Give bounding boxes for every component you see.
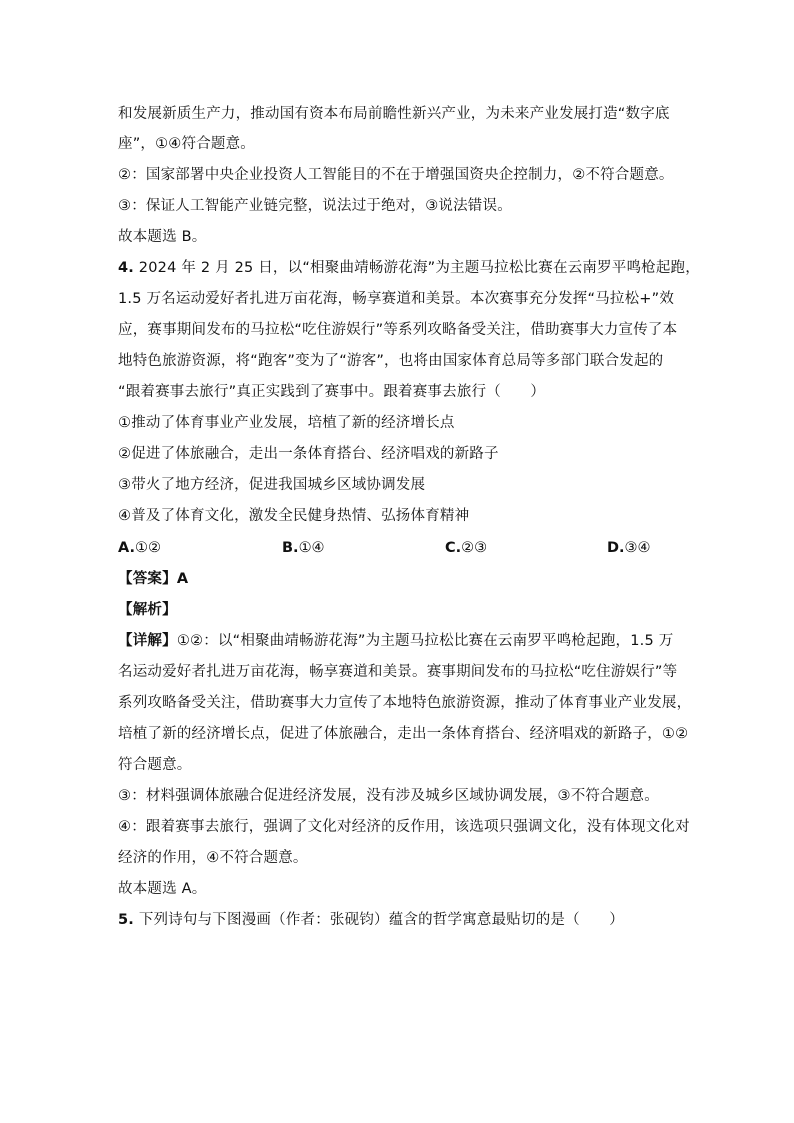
option-a-letter: A. bbox=[118, 540, 135, 556]
answer-line bbox=[118, 569, 678, 589]
question5-stem-text: 下列诗句与下图漫画（作者：张砚钧）蕴含的哲学寓意最贴切的是（ ） bbox=[138, 912, 624, 928]
question4-stem-line-4: 地特色旅游资源，将“跑客”变为了“游客”，也将由国家体育总局等多部门联合发起的 bbox=[118, 353, 664, 369]
prev-question-line-5: 故本题选 B。 bbox=[118, 229, 207, 245]
detail-text-1: ①②：以“相聚曲靖畅游花海”为主题马拉松比赛在云南罗平鸣枪起跑，1.5 万 bbox=[176, 633, 674, 649]
question4-stem-text-1: 2024 年 2 月 25 日，以“相聚曲靖畅游花海”为主题马拉松比赛在云南罗平鸣枪起跑， bbox=[134, 260, 700, 276]
option-a-text: ①② bbox=[135, 540, 161, 556]
detail-line-5: 符合题意。 bbox=[118, 757, 192, 773]
option-b-text: ①④ bbox=[298, 540, 325, 556]
question4-stem-line-3: 应，赛事期间发布的马拉松“吃住游娱行”等系列攻略备受关注，借助赛事大力宣传了本 bbox=[118, 322, 678, 338]
question5-number: 5. bbox=[118, 912, 134, 928]
statement-1: ①推动了体育事业产业发展，培植了新的经济增长点 bbox=[118, 415, 455, 431]
answer-tag: 【答案】 bbox=[118, 571, 177, 587]
prev-question-line-4: ③：保证人工智能产业链完整，说法过于绝对，③说法错误。 bbox=[118, 198, 512, 214]
detail-line-9: 故本题选 A。 bbox=[118, 881, 207, 897]
option-a bbox=[118, 538, 161, 558]
question4-stem-line-1 bbox=[118, 258, 700, 278]
statement-3: ③带火了地方经济，促进我国城乡区域协调发展 bbox=[118, 477, 426, 493]
prev-question-line-1: 和发展新质生产力，推动国有资本布局前瞻性新兴产业，为未来产业发展打造“数字底 bbox=[118, 106, 670, 122]
statement-2: ②促进了体旅融合，走出一条体育搭台、经济唱戏的新路子 bbox=[118, 446, 499, 462]
question4-number: 4. bbox=[118, 260, 134, 276]
analysis-line bbox=[118, 600, 678, 620]
option-b bbox=[282, 538, 325, 558]
prev-question-line-2: 座”，①④符合题意。 bbox=[118, 136, 256, 152]
question4-stem-line-5: “跟着赛事去旅行”真正实践到了赛事中。跟着赛事去旅行（ ） bbox=[118, 384, 546, 400]
option-d bbox=[607, 538, 651, 558]
option-c-text: ②③ bbox=[461, 540, 488, 556]
option-b-letter: B. bbox=[282, 540, 299, 556]
detail-line-4: 培植了新的经济增长点，促进了体旅融合，走出一条体育搭台、经济唱戏的新路子，①② bbox=[118, 726, 689, 742]
question5-stem bbox=[118, 910, 678, 930]
statement-4: ④普及了体育文化，激发全民健身热情、弘扬体育精神 bbox=[118, 508, 470, 524]
option-c-letter: C. bbox=[445, 540, 462, 556]
option-d-text: ③④ bbox=[624, 540, 651, 556]
detail-line-2: 名运动爱好者扎进万亩花海，畅享赛道和美景。赛事期间发布的马拉松“吃住游娱行”等 bbox=[118, 664, 678, 680]
prev-question-line-3: ②：国家部署中央企业投资人工智能目的不在于增强国资央企控制力，②不符合题意。 bbox=[118, 167, 674, 183]
detail-line-1 bbox=[118, 631, 678, 651]
analysis-tag: 【解析】 bbox=[118, 602, 177, 618]
detail-tag: 【详解】 bbox=[118, 633, 177, 649]
option-c bbox=[445, 538, 487, 558]
question4-stem-line-2: 1.5 万名运动爱好者扎进万亩花海，畅享赛道和美景。本次赛事充分发挥“马拉松+”效 bbox=[118, 291, 675, 307]
detail-line-7: ④：跟着赛事去旅行，强调了文化对经济的反作用，该选项只强调文化，没有体现文化对 bbox=[118, 819, 690, 835]
detail-line-3: 系列攻略备受关注，借助赛事大力宣传了本地特色旅游资源，推动了体育事业产业发展， bbox=[118, 695, 692, 711]
detail-line-6: ③：材料强调体旅融合促进经济发展，没有涉及城乡区域协调发展，③不符合题意。 bbox=[118, 788, 659, 804]
detail-line-8: 经济的作用，④不符合题意。 bbox=[118, 850, 308, 866]
option-d-letter: D. bbox=[607, 540, 625, 556]
answer-value: A bbox=[176, 571, 189, 587]
